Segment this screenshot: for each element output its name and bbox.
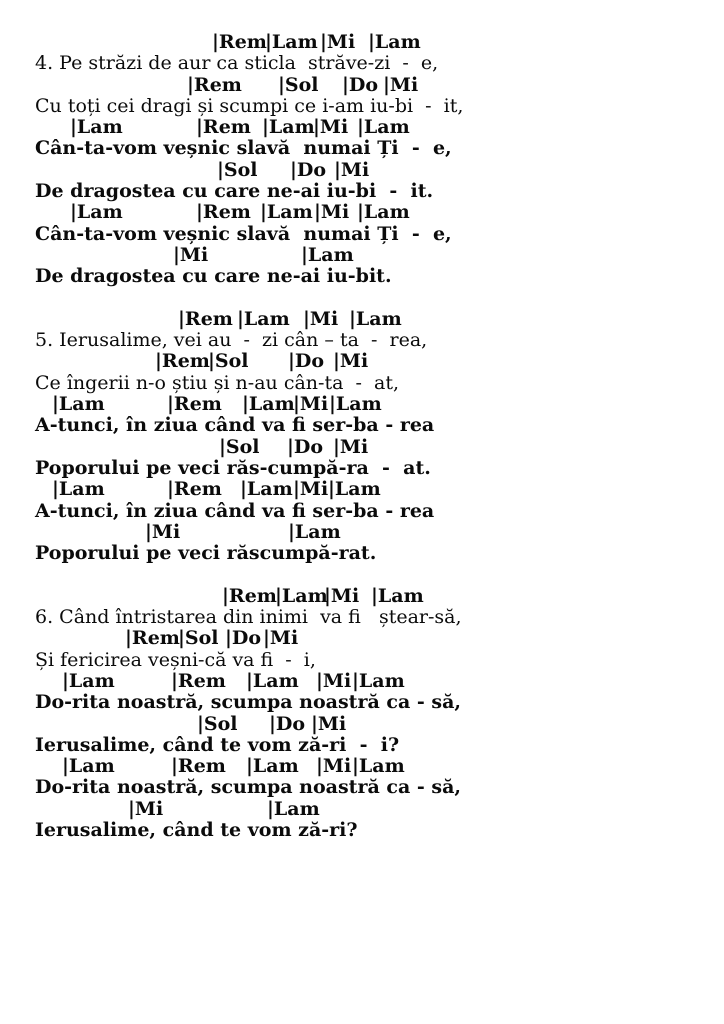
chord-symbol: |Lam bbox=[301, 243, 354, 266]
lyric-text: Ierusalime, când te vom ză-ri? bbox=[35, 818, 358, 841]
chord-symbol: |Lam bbox=[371, 584, 424, 607]
lyric-line bbox=[0, 649, 724, 670]
chord-symbol: |Mi bbox=[316, 669, 352, 692]
chord-line bbox=[0, 31, 724, 52]
chord-symbol: |Lam bbox=[237, 307, 290, 330]
chord-line bbox=[0, 159, 724, 180]
lyric-text: Cu toți cei dragi și scumpi ce i-am iu-bi - it, bbox=[35, 94, 464, 117]
chord-symbol: |Do bbox=[225, 627, 262, 650]
chord-symbol: |Lam bbox=[368, 31, 421, 53]
chord-symbol: |Lam bbox=[267, 797, 320, 820]
chord-symbol: |Lam bbox=[357, 116, 410, 139]
chord-symbol: |Lam bbox=[242, 393, 295, 416]
chord-line bbox=[0, 116, 724, 137]
chord-symbol: |Rem bbox=[171, 755, 226, 778]
chord-symbol: |Lam bbox=[62, 755, 115, 778]
lyric-line bbox=[0, 500, 724, 521]
lyric-line bbox=[0, 95, 724, 116]
chord-symbol: |Rem bbox=[167, 478, 222, 501]
chord-symbol: |Rem bbox=[222, 584, 277, 607]
chord-symbol: |Lam bbox=[246, 669, 299, 692]
chord-symbol: |Sol bbox=[197, 712, 238, 735]
chord-symbol: |Mi bbox=[313, 116, 349, 139]
chord-line bbox=[0, 201, 724, 222]
chord-symbol: |Mi bbox=[173, 243, 209, 266]
chord-symbol: |Do bbox=[288, 350, 325, 373]
chord-symbol: |Lam bbox=[275, 584, 328, 607]
chord-symbol: |Mi bbox=[293, 393, 329, 416]
lyric-text: Cân-ta-vom veșnic slavă numai Ți - e, bbox=[35, 222, 452, 245]
chord-symbol: |Lam bbox=[357, 201, 410, 224]
lyric-line bbox=[0, 180, 724, 201]
lyric-text: De dragostea cu care ne-ai iu-bi - it. bbox=[35, 180, 434, 203]
chord-line bbox=[0, 670, 724, 691]
chord-symbol: |Rem bbox=[171, 669, 226, 692]
chord-symbol: |Lam bbox=[260, 201, 313, 224]
chord-line bbox=[0, 74, 724, 95]
chord-symbol: |Lam bbox=[352, 755, 405, 778]
chord-symbol: |Do bbox=[269, 712, 306, 735]
lyric-text: 4. Pe străzi de aur ca sticla străve-zi - e, bbox=[35, 52, 439, 75]
song-sheet bbox=[0, 31, 724, 840]
chord-symbol: |Lam bbox=[70, 116, 123, 139]
chord-symbol: |Sol bbox=[178, 627, 219, 650]
chord-symbol: |Lam bbox=[52, 393, 105, 416]
lyric-line bbox=[0, 223, 724, 244]
lyric-line bbox=[0, 606, 724, 627]
chord-symbol: |Mi bbox=[128, 797, 164, 820]
chord-symbol: |Rem bbox=[212, 31, 267, 53]
chord-symbol: |Mi bbox=[383, 73, 419, 96]
chord-symbol: |Sol bbox=[217, 158, 258, 181]
lyric-line bbox=[0, 265, 724, 286]
chord-symbol: |Sol bbox=[219, 435, 260, 458]
chord-symbol: |Mi bbox=[324, 584, 360, 607]
chord-symbol: |Mi bbox=[320, 31, 356, 53]
chord-symbol: |Rem bbox=[178, 307, 233, 330]
chord-symbol: |Mi bbox=[303, 307, 339, 330]
chord-symbol: |Lam bbox=[352, 669, 405, 692]
lyric-text: Cân-ta-vom veșnic slavă numai Ți - e, bbox=[35, 137, 452, 160]
chord-symbol: |Lam bbox=[240, 478, 293, 501]
lyric-text: A-tunci, în ziua când va fi ser-ba - rea bbox=[35, 414, 435, 437]
lyric-line bbox=[0, 52, 724, 73]
lyric-text: A-tunci, în ziua când va fi ser-ba - rea bbox=[35, 499, 435, 522]
verse-5-section bbox=[0, 308, 724, 564]
lyric-line bbox=[0, 414, 724, 435]
lyric-text: Ce îngerii n-o știu și n-au cân-ta - at, bbox=[35, 371, 399, 394]
lyric-text: Do-rita noastră, scumpa noastră ca - să, bbox=[35, 776, 462, 799]
chord-line bbox=[0, 308, 724, 329]
chord-symbol: |Lam bbox=[246, 755, 299, 778]
chord-symbol: |Mi bbox=[293, 478, 329, 501]
lyric-text: Poporului pe veci răs-cumpă-ra - at. bbox=[35, 456, 431, 479]
chord-line bbox=[0, 393, 724, 414]
chord-line bbox=[0, 436, 724, 457]
chord-symbol: |Rem bbox=[196, 201, 251, 224]
lyric-line bbox=[0, 691, 724, 712]
lyric-text: De dragostea cu care ne-ai iu-bit. bbox=[35, 265, 392, 288]
chord-symbol: |Mi bbox=[263, 627, 299, 650]
chord-symbol: |Mi bbox=[333, 435, 369, 458]
chord-symbol: |Rem bbox=[125, 627, 180, 650]
chord-symbol: |Sol bbox=[208, 350, 249, 373]
chord-symbol: |Do bbox=[287, 435, 324, 458]
chord-symbol: |Rem bbox=[196, 116, 251, 139]
lyric-line bbox=[0, 819, 724, 840]
lyric-line bbox=[0, 542, 724, 563]
chord-symbol: |Rem bbox=[155, 350, 210, 373]
lyric-text: Și fericirea veșni-că va fi - i, bbox=[35, 648, 316, 671]
chord-symbol: |Lam bbox=[328, 478, 381, 501]
chord-symbol: |Do bbox=[342, 73, 379, 96]
chord-symbol: |Rem bbox=[187, 73, 242, 96]
chord-symbol: |Mi bbox=[334, 158, 370, 181]
chord-line bbox=[0, 798, 724, 819]
chord-symbol: |Lam bbox=[265, 31, 318, 53]
lyric-line bbox=[0, 137, 724, 158]
chord-symbol: |Mi bbox=[316, 755, 352, 778]
chord-symbol: |Mi bbox=[145, 520, 181, 543]
chord-line bbox=[0, 350, 724, 371]
chord-line bbox=[0, 585, 724, 606]
verse-4-section bbox=[0, 31, 724, 287]
lyric-text: Poporului pe veci răscumpă-rat. bbox=[35, 542, 377, 565]
chord-symbol: |Lam bbox=[62, 669, 115, 692]
lyric-line bbox=[0, 734, 724, 755]
chord-line bbox=[0, 755, 724, 776]
lyric-text: Ierusalime, când te vom ză-ri - i? bbox=[35, 733, 400, 756]
chord-symbol: |Lam bbox=[52, 478, 105, 501]
chord-symbol: |Lam bbox=[262, 116, 315, 139]
chord-symbol: |Mi bbox=[314, 201, 350, 224]
chord-symbol: |Lam bbox=[349, 307, 402, 330]
chord-symbol: |Mi bbox=[311, 712, 347, 735]
chord-symbol: |Rem bbox=[167, 393, 222, 416]
lyric-text: Do-rita noastră, scumpa noastră ca - să, bbox=[35, 691, 462, 714]
chord-line bbox=[0, 627, 724, 648]
lyric-line bbox=[0, 457, 724, 478]
chord-line bbox=[0, 521, 724, 542]
chord-line bbox=[0, 478, 724, 499]
chord-line bbox=[0, 244, 724, 265]
chord-symbol: |Do bbox=[290, 158, 327, 181]
lyric-line bbox=[0, 329, 724, 350]
chord-symbol: |Sol bbox=[278, 73, 319, 96]
lyric-text: 5. Ierusalime, vei au - zi cân – ta - rea, bbox=[35, 329, 428, 352]
lyric-line bbox=[0, 776, 724, 797]
lyric-line bbox=[0, 372, 724, 393]
chord-symbol: |Lam bbox=[329, 393, 382, 416]
chord-symbol: |Lam bbox=[70, 201, 123, 224]
chord-symbol: |Mi bbox=[333, 350, 369, 373]
verse-6-section bbox=[0, 585, 724, 841]
lyric-text: 6. Când întristarea din inimi va fi ștear-să, bbox=[35, 606, 462, 629]
chord-symbol: |Lam bbox=[288, 520, 341, 543]
chord-line bbox=[0, 713, 724, 734]
